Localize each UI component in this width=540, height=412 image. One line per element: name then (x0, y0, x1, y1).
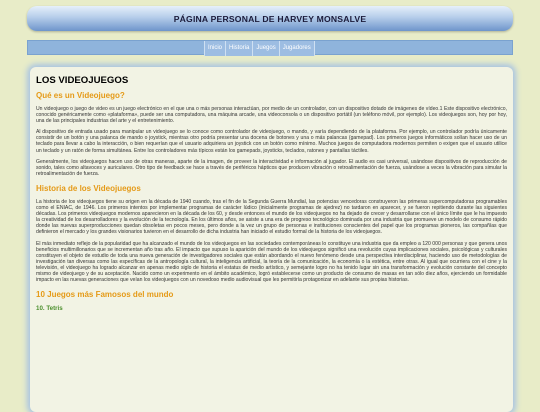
nav-item-historia[interactable]: Historia (226, 41, 253, 56)
paragraph: Al dispositivo de entrada usado para manipular un videojuego se lo conoce como controlador de videojuego, o mando, y varía dependiendo de la plataforma. Por ejemplo, un controlador podría únicamente consistir de un botón y una palanca de mando o joystick, mientras otro podría presentar una docena de botones y una o más palancas (gamepad). Los primeros juegos informáticos solían hacer uso de un teclado para llevar a cabo la interacción, o bien requerían que el usuario adquiriera un joystick con un botón como mínimo. Muchos juegos de computadora modernos permiten o exigen que el usuario utilice un teclado y un ratón de forma simultánea. Entre los controladores más típicos están los gamepads, joysticks, teclados, ratones y pantallas táctiles. (36, 129, 507, 154)
game-subheading-tetris: 10. Tetris (36, 305, 63, 313)
site-header-banner (27, 6, 513, 31)
section-heading-juegos-famosos: 10 Juegos más Famosos del mundo (36, 290, 174, 300)
paragraph: La historia de los videojuegos tiene su origen en la década de 1940 cuando, tras el fin de la Segunda Guerra Mundial, las potencias vencedoras construyeron las primeras supercomputadoras programables como el ENIAC, de 1946. Los primeros intentos por implementar programas de carácter lúdico (inicialmente programas de ajedrez) no tardaron en aparecer, y se fueron repitiendo durante las siguientes décadas. Los primeros videojuegos modernos aparecieron en la década de los 60, y desde entonces el mundo de los videojuegos no ha dejado de crecer y desarrollarse con el único límite que le ha impuesto la creatividad de los desarrolladores y la evolución de la tecnología. En los últimos años, se asiste a una era de progreso tecnológico dominada por una industria que promueve un modelo de consumo rápido donde las nuevas superproducciones quedan obsoletas en pocos meses, pero donde a la vez un grupo de personas e instituciones conscientes del papel que los programas pioneros, las compañías que definieron el mercado y los grandes visionarios tuvieron en el desarrollo de dicha industria han iniciado el estudio formal de la historia de los videojuegos. (36, 198, 507, 236)
paragraph: Un videojuego o juego de video es un juego electrónico en el que una o más personas interactúan, por medio de un controlador, con un dispositivo dotado de imágenes de vídeo.1 Este dispositivo electrónico, conocido genéricamente como «plataforma», puede ser una computadora, una máquina arcade, una videoconsola o un dispositivo portátil (un teléfono móvil, por ejemplo). Los videojuegos son, hoy por hoy, una de las principales industrias del arte y el entretenimiento. (36, 106, 507, 125)
section-heading-historia: Historia de los Videojuegos (36, 183, 141, 193)
paragraph: El más inmediato reflejo de la popularidad que ha alcanzado el mundo de los videojuegos en las sociedades contemporáneas lo constituye una industria que da empleo a 120 000 personas y que genera unos beneficios multimillonarios que se incrementan año tras año. El impacto que supuso la aparición del mundo de los videojuegos significó una revolución cuyas implicaciones sociales, psicológicas y culturales constituyen el objeto de estudio de toda una nueva generación de investigadores sociales que están abordando el nuevo fenómeno desde una perspectiva interdisciplinar, haciendo uso de metodologías de investigación tan diversas como las específicas de la antropología cultural, la inteligencia artificial, la teoría de la comunicación, la economía o la estética, entre otras. Al igual que ocurriera con el cine y la televisión, el videojuego ha logrado alcanzar en apenas medio siglo de historia el estatus de medio artístico, y semejante logro no ha tenido lugar sin una transformación y evolución constante del concepto mismo de videojuego y de su aceptación. Nacido como un experimento en el ámbito académico, logró establecerse como un producto de consumo de masas en tan sólo diez años, ejerciendo un formidable impacto en las nuevas generaciones que veían los videojuegos con un novedoso medio audiovisual que les permitiría protagonizar en adelante sus propias historias. (36, 240, 507, 284)
site-title: PÁGINA PERSONAL DE HARVEY MONSALVE (173, 13, 367, 24)
page-title: LOS VIDEOJUEGOS (36, 75, 129, 86)
paragraph: Generalmente, los videojuegos hacen uso de otras maneras, aparte de la imagen, de proveer la interactividad e información al jugador. El audio es casi universal, usándose dispositivos de reproducción de sonido, tales como altavoces y auriculares. Otro tipo de feedback se hace a través de periféricos hápticos que producen vibración o retroalimentación de fuerza, usándose a veces la vibración para simular la retroalimentación de fuerza. (36, 158, 507, 177)
nav-item-jugadores[interactable]: Jugadores (280, 41, 315, 56)
main-content-panel (30, 67, 513, 412)
nav-menu (204, 41, 315, 56)
nav-item-juegos[interactable]: Juegos (253, 41, 279, 56)
section-heading-que-es: Qué es un Videojuego? (36, 91, 125, 100)
nav-item-inicio[interactable]: Inicio (204, 41, 226, 56)
main-nav (27, 40, 513, 55)
